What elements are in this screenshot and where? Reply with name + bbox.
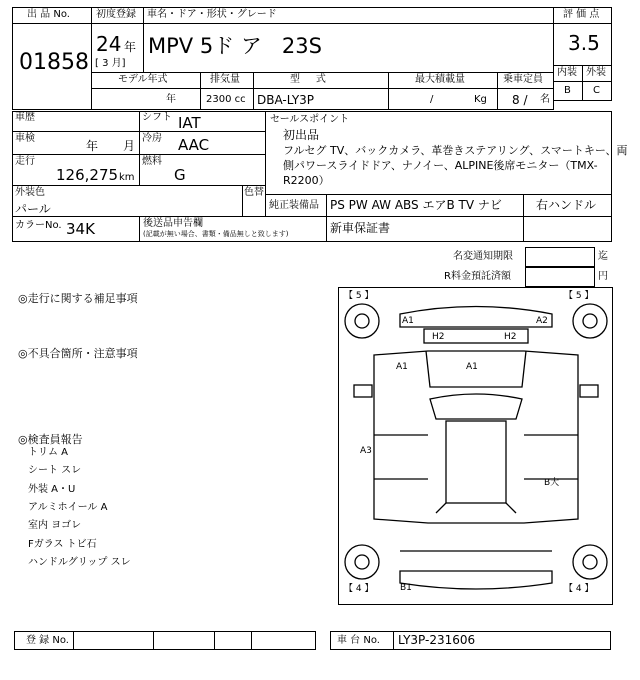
sales-point-line: R2200） xyxy=(283,174,330,187)
diagram-frame xyxy=(339,288,613,605)
interior-grade: B xyxy=(564,85,571,96)
equipment-value: PS PW AW ABS エアB TV ナビ xyxy=(330,198,502,212)
type-value: DBA-LY3P xyxy=(257,93,315,107)
tire-front-right xyxy=(573,304,607,338)
documents-label: 後送品申告欄 xyxy=(143,218,203,229)
exterior-grade: C xyxy=(593,85,600,96)
inspection-year: 年 xyxy=(86,139,99,153)
inspector-line: 外装 A・U xyxy=(28,484,76,495)
vehicle-damage-diagram xyxy=(338,287,613,605)
warranty-extra-cell xyxy=(523,216,612,242)
inspector-line: シート スレ xyxy=(28,465,82,476)
fuel-label: 燃料 xyxy=(142,156,162,167)
mileage-label: 走行 xyxy=(15,156,35,167)
equipment-label: 純正装備品 xyxy=(269,200,319,211)
mark-rear-door: B大 xyxy=(544,478,560,488)
recycle-label: R料金預託済額 xyxy=(444,271,511,282)
capacity-label: 乗車定員 xyxy=(503,74,543,85)
inspector-line: トリム A xyxy=(28,447,69,458)
tire-rear-left-inner xyxy=(355,555,369,569)
mark-side: A3 xyxy=(360,446,372,456)
lot-label: 出 品 No. xyxy=(27,9,70,20)
mark-grille-right: H2 xyxy=(504,332,517,342)
mark-front-bumper-left: A1 xyxy=(402,316,414,326)
inspector-line: 室内 ヨゴレ xyxy=(28,520,82,531)
reg-box-2 xyxy=(153,631,215,650)
displacement-value: 2300 cc xyxy=(206,94,246,105)
tire-rear-left xyxy=(345,545,379,579)
tire-rear-right xyxy=(573,545,607,579)
inspection-label: 車検 xyxy=(15,133,35,144)
tire-label-br: 【 4 】 xyxy=(564,584,594,594)
name-change-unit: 迄 xyxy=(598,251,608,262)
chassis-label: 車 台 No. xyxy=(337,635,380,646)
name-change-box xyxy=(525,247,595,267)
type-label: 型 式 xyxy=(290,74,326,85)
displacement-label: 排気量 xyxy=(210,74,240,85)
mileage-unit: km xyxy=(119,172,135,183)
inspector-line: ハンドルグリップ スレ xyxy=(28,557,131,568)
sales-point-line: 側パワースライドドア、ナノイー、ALPINE後席モニター（TMX- xyxy=(283,159,598,172)
car-label: 車名・ドア・形状・グレード xyxy=(147,9,277,20)
sales-point-line: 初出品 xyxy=(283,128,320,142)
tire-front-left-inner xyxy=(355,314,369,328)
fuel-value: G xyxy=(174,166,186,184)
reg-box-4 xyxy=(251,631,316,650)
first-reg-label: 初度登録 xyxy=(96,9,136,20)
sales-points-label: セールスポイント xyxy=(270,114,350,125)
side-mirror-right xyxy=(580,385,598,397)
tire-front-left xyxy=(345,304,379,338)
tire-rear-right-inner xyxy=(583,555,597,569)
chassis-value: LY3P-231606 xyxy=(398,633,476,647)
color-value: パール xyxy=(15,202,51,216)
shift-value: IAT xyxy=(178,114,201,132)
first-reg-year: 24 xyxy=(96,32,122,56)
recycle-box xyxy=(525,267,595,287)
mark-fender: A1 xyxy=(396,362,408,372)
inspector-report-label: ◎検査員報告 xyxy=(18,433,83,446)
model-year-cell xyxy=(91,88,201,110)
reg-box-3 xyxy=(214,631,252,650)
mark-rear-bumper: B1 xyxy=(400,583,412,593)
car-name: MPV 5ド ア 23S xyxy=(148,34,322,58)
windshield xyxy=(430,394,522,419)
mark-grille-left: H2 xyxy=(432,332,445,342)
capacity-value: 8 / xyxy=(512,93,528,107)
color-no-label: カラーNo. xyxy=(15,220,62,231)
mileage-value: 126,275 xyxy=(56,166,119,184)
exterior-label: 外装 xyxy=(586,67,606,78)
mark-front-bumper-right: A2 xyxy=(536,316,548,326)
tire-label-tl: 【 5 】 xyxy=(344,291,374,301)
reg-label: 登 録 No. xyxy=(26,635,69,646)
tire-label-tr: 【 5 】 xyxy=(564,291,594,301)
first-reg-year-unit: 年 xyxy=(124,40,137,54)
inspector-line: アルミホイール A xyxy=(28,502,108,513)
max-load-label: 最大積載量 xyxy=(415,74,465,85)
interior-label: 内装 xyxy=(557,67,577,78)
repaint-label: 色替 xyxy=(244,187,264,198)
model-year-label: モデル年式 xyxy=(118,74,168,85)
inspection-month: 月 xyxy=(123,139,136,153)
handle-value: 右ハンドル xyxy=(536,198,597,212)
model-year-unit: 年 xyxy=(166,94,176,105)
shift-label: シフト xyxy=(142,112,172,123)
capacity-unit: 名 xyxy=(540,94,550,105)
mark-hood: A1 xyxy=(466,362,478,372)
lot-number: 01858 xyxy=(19,50,89,75)
driving-remarks-label: ◎走行に関する補足事項 xyxy=(18,292,138,305)
name-change-label: 名変通知期限 xyxy=(453,251,513,262)
ac-value: AAC xyxy=(178,136,210,154)
tire-front-right-inner xyxy=(583,314,597,328)
sales-point-line: フルセグ TV、バックカメラ、革巻きステアリング、スマートキー、両 xyxy=(283,144,628,157)
roof xyxy=(446,421,506,503)
side-mirror-left xyxy=(354,385,372,397)
inspector-line: Fガラス トビ石 xyxy=(28,539,97,550)
ac-label: 冷房 xyxy=(142,133,162,144)
defects-remarks-label: ◎不具合箇所・注意事項 xyxy=(18,347,138,360)
reg-box-1 xyxy=(73,631,154,650)
body-outline xyxy=(374,351,578,523)
history-label: 車歴 xyxy=(15,112,35,123)
score: 3.5 xyxy=(568,31,600,55)
warranty-value: 新車保証書 xyxy=(330,221,391,235)
max-load-unit: Kg xyxy=(474,94,487,105)
rear-bumper xyxy=(400,571,552,589)
max-load-slash: / xyxy=(430,94,434,105)
front-bumper xyxy=(400,307,552,328)
documents-note: (記載が無い場合、書類・備品無しと致します) xyxy=(143,230,289,238)
tire-label-bl: 【 4 】 xyxy=(344,584,374,594)
color-no-value: 34K xyxy=(66,220,95,238)
color-label: 外装色 xyxy=(15,187,45,198)
eval-label: 評 価 点 xyxy=(563,9,600,20)
recycle-unit: 円 xyxy=(598,271,608,282)
first-reg-month: [ 3 月] xyxy=(95,58,126,69)
